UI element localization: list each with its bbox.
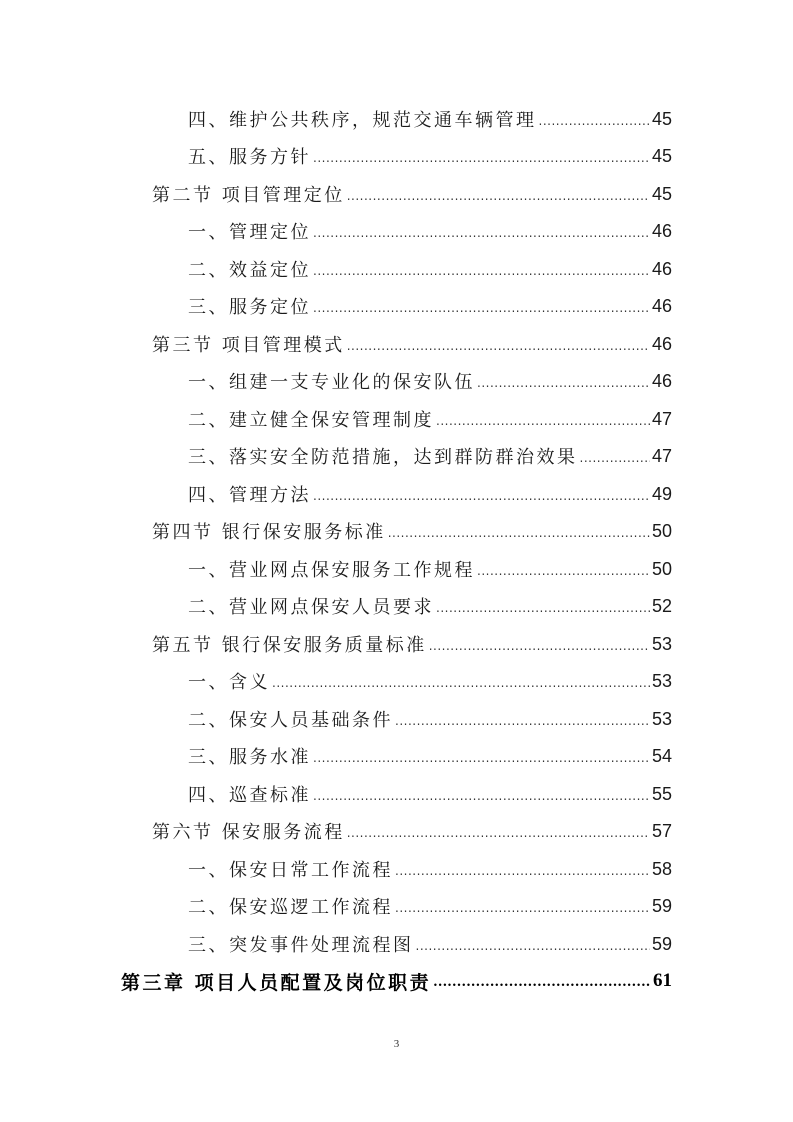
toc-section-entry[interactable] <box>152 179 672 209</box>
toc-entry[interactable] <box>188 404 672 434</box>
toc-entry-label: 一、营业网点保安服务工作规程 <box>188 560 475 581</box>
toc-entry-label: 第三章 项目人员配置及岗位职责 <box>121 971 432 994</box>
toc-entry-page: 52 <box>651 595 672 616</box>
toc-entry[interactable] <box>188 554 672 584</box>
toc-entry-label: 第五节 银行保安服务质量标准 <box>152 635 427 656</box>
toc-section-entry[interactable] <box>152 516 672 546</box>
dot-leader <box>388 516 650 546</box>
toc-entry-label: 三、突发事件处理流程图 <box>188 935 414 956</box>
dot-leader <box>347 329 650 359</box>
toc-entry[interactable] <box>188 854 672 884</box>
toc-entry-label: 一、保安日常工作流程 <box>188 860 393 881</box>
toc-entry-label: 二、保安巡逻工作流程 <box>188 897 393 918</box>
toc-entry-label: 第二节 项目管理定位 <box>152 185 345 206</box>
toc-entry-label: 一、组建一支专业化的保安队伍 <box>188 372 475 393</box>
toc-entry[interactable] <box>188 929 672 959</box>
dot-leader <box>313 141 650 171</box>
toc-entry-page: 45 <box>651 145 672 166</box>
toc-entry-label: 五、服务方针 <box>188 147 311 168</box>
toc-entry-page: 50 <box>651 520 672 541</box>
toc-entry-page: 45 <box>651 183 672 204</box>
dot-leader <box>477 366 650 396</box>
toc-entry-page: 46 <box>651 333 672 354</box>
dot-leader <box>395 891 650 921</box>
dot-leader <box>433 966 651 996</box>
toc-entry-page: 53 <box>651 633 672 654</box>
toc-entry-label: 四、巡查标准 <box>188 785 311 806</box>
toc-entry-label: 第四节 银行保安服务标准 <box>152 522 386 543</box>
dot-leader <box>313 741 650 771</box>
toc-entry-page: 47 <box>651 408 672 429</box>
toc-entry-page: 47 <box>651 445 672 466</box>
toc-entry-label: 二、保安人员基础条件 <box>188 710 393 731</box>
toc-entry[interactable] <box>188 479 672 509</box>
dot-leader <box>272 666 650 696</box>
toc-entry[interactable] <box>188 779 672 809</box>
dot-leader <box>580 441 650 471</box>
toc-entry-page: 46 <box>651 370 672 391</box>
toc-entry-page: 59 <box>651 895 672 916</box>
toc-entry-page: 61 <box>653 970 672 991</box>
toc-entry-label: 一、含义 <box>188 672 270 693</box>
page-number: 3 <box>393 1038 400 1050</box>
dot-leader <box>347 179 650 209</box>
toc-entry-label: 四、管理方法 <box>188 485 311 506</box>
toc-entry-page: 57 <box>651 820 672 841</box>
dot-leader <box>429 629 650 659</box>
dot-leader <box>395 854 650 884</box>
dot-leader <box>313 779 650 809</box>
toc-entry-page: 46 <box>651 295 672 316</box>
dot-leader <box>436 591 650 621</box>
toc-entry-label: 三、服务定位 <box>188 297 311 318</box>
toc-entry-page: 49 <box>651 483 672 504</box>
dot-leader <box>313 216 650 246</box>
toc-entry-label: 二、营业网点保安人员要求 <box>188 597 434 618</box>
toc-entry[interactable] <box>188 216 672 246</box>
dot-leader <box>395 704 650 734</box>
toc-entry[interactable] <box>188 291 672 321</box>
dot-leader <box>477 554 650 584</box>
toc-entry-page: 55 <box>651 783 672 804</box>
dot-leader <box>436 404 650 434</box>
toc-entry-page: 50 <box>651 558 672 579</box>
toc-entry[interactable] <box>188 891 672 921</box>
toc-entry-page: 45 <box>651 108 672 129</box>
toc-entry-page: 54 <box>651 745 672 766</box>
toc-entry[interactable] <box>188 366 672 396</box>
dot-leader <box>539 104 650 134</box>
toc-entry-label: 一、管理定位 <box>188 222 311 243</box>
toc-entry[interactable] <box>188 104 672 134</box>
toc-entry-page: 59 <box>651 933 672 954</box>
toc-entry-label: 二、效益定位 <box>188 260 311 281</box>
toc-entry-label: 三、落实安全防范措施，达到群防群治效果 <box>188 447 578 468</box>
toc-entry-page: 46 <box>651 258 672 279</box>
dot-leader <box>313 479 650 509</box>
toc-entry[interactable] <box>188 666 672 696</box>
toc-entry[interactable] <box>188 591 672 621</box>
toc-entry-label: 第六节 保安服务流程 <box>152 822 345 843</box>
dot-leader <box>313 291 650 321</box>
toc-entry-page: 46 <box>651 220 672 241</box>
toc-entry[interactable] <box>188 704 672 734</box>
toc-entry[interactable] <box>188 441 672 471</box>
dot-leader <box>313 254 650 284</box>
toc-entry-page: 53 <box>651 708 672 729</box>
toc-entry-label: 三、服务水准 <box>188 747 311 768</box>
toc-entry-label: 第三节 项目管理模式 <box>152 335 345 356</box>
toc-entry-label: 二、建立健全保安管理制度 <box>188 410 434 431</box>
toc-entry-page: 53 <box>651 670 672 691</box>
dot-leader <box>416 929 650 959</box>
toc-entry[interactable] <box>188 741 672 771</box>
toc-entry[interactable] <box>188 254 672 284</box>
toc-section-entry[interactable] <box>152 329 672 359</box>
toc-chapter-entry[interactable] <box>121 966 672 996</box>
toc-entry-label: 四、维护公共秩序，规范交通车辆管理 <box>188 110 537 131</box>
toc-entry[interactable] <box>188 141 672 171</box>
toc-entry-page: 58 <box>651 858 672 879</box>
dot-leader <box>347 816 650 846</box>
toc-section-entry[interactable] <box>152 816 672 846</box>
toc-section-entry[interactable] <box>152 629 672 659</box>
